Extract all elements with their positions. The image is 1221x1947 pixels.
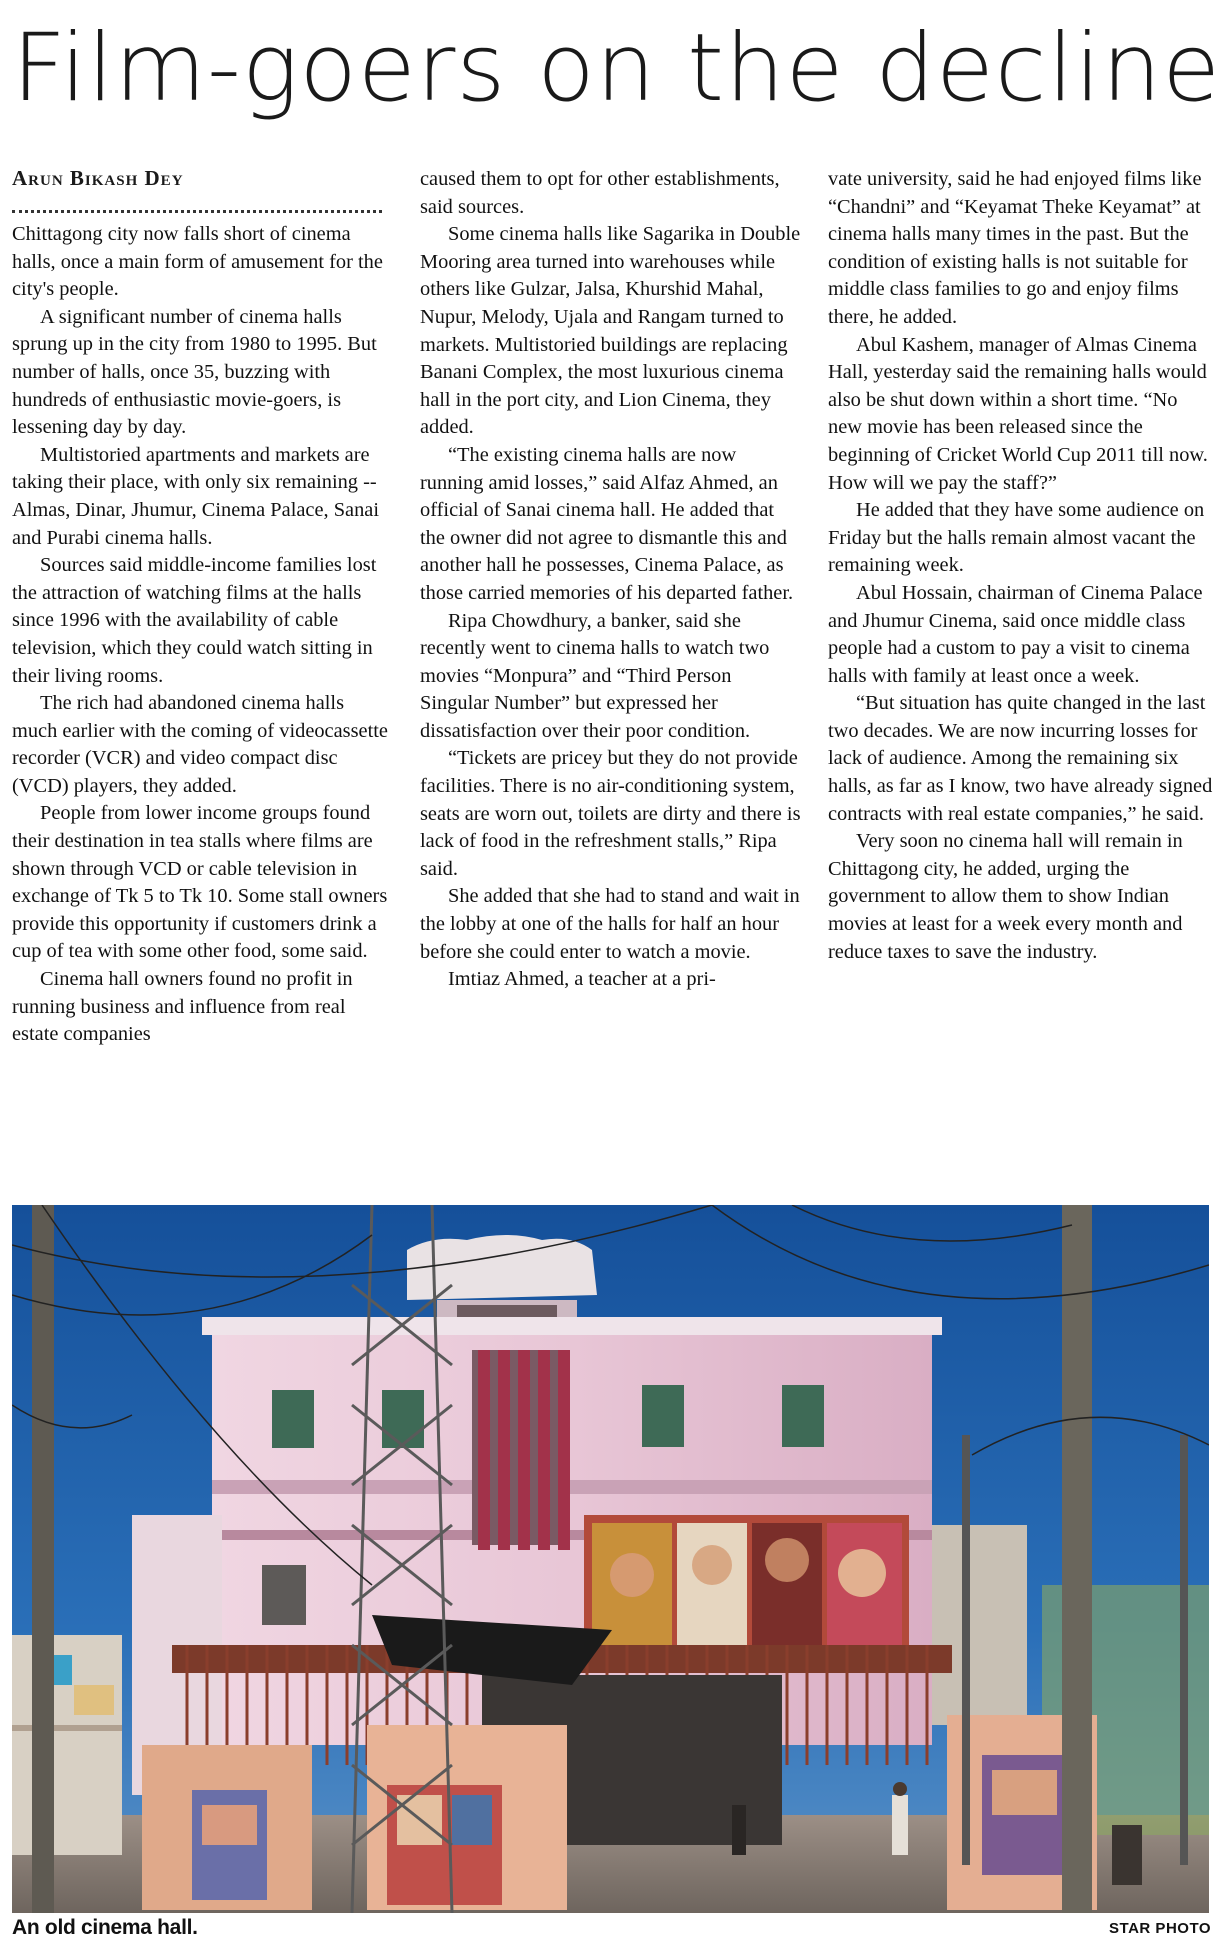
- paragraph: “Tickets are pricey but they do not provide facilities. There is no air-conditioning system, seats are worn out, toilets are dirty and there is lack of food in the refreshment stalls,” Ripa said.: [420, 747, 801, 880]
- article-column-1: [12, 221, 394, 1049]
- paragraph: A significant number of cinema halls sprung up in the city from 1980 to 1995. But number of halls, once 35, buzzing with hundreds of enthusiastic movie-goers, is lessening day by day.: [12, 305, 377, 439]
- paragraph: Sources said middle-income families lost the attraction of watching films at the halls since 1996 with the availability of cable television, which they could watch sitting in their living rooms.: [12, 554, 377, 687]
- paragraph: “The existing cinema halls are now running amid losses,” said Alfaz Ahmed, an official of Sanai cinema hall. He added that the owner did not agree to dismantle this and another hall he possesses, Cinema Palace, as those carried memories of his departed father.: [420, 443, 794, 604]
- paragraph: Very soon no cinema hall will remain in Chittagong city, he added, urging the government to allow them to show Indian movies at least for a week every month and reduce taxes to save the industry.: [828, 830, 1183, 963]
- paragraph: The rich had abandoned cinema halls much earlier with the coming of videocassette recorder (VCR) and video compact disc (VCD) players, they added.: [12, 692, 388, 797]
- byline: Arun Bikash Dey: [12, 166, 184, 190]
- cinema-hall-photo: [12, 1205, 1209, 1913]
- paragraph: Some cinema halls like Sagarika in Double Mooring area turned into warehouses while others like Gulzar, Jalsa, Khurshid Mahal, Nupur, Melody, Ujala and Rangam turned to markets. Multistoried buildings are replacing Banani Complex, the most luxurious cinema hall in the port city, and Lion Cinema, they added.: [420, 223, 801, 439]
- byline-divider: [12, 210, 382, 213]
- paragraph: He added that they have some audience on Friday but the halls remain almost vacant the remaining week.: [828, 499, 1205, 577]
- paragraph: Chittagong city now falls short of cinema halls, once a main form of amusement for the city's people.: [12, 223, 383, 301]
- paragraph: Cinema hall owners found no profit in running business and influence from real estate companies: [12, 968, 353, 1046]
- paragraph: Imtiaz Ahmed, a teacher at a pri-: [448, 968, 716, 991]
- article-column-2: [420, 166, 802, 994]
- paragraph: Ripa Chowdhury, a banker, said she recently went to cinema halls to watch two movies “Monpura” and “Third Person Singular Number” but expressed her dissatisfaction over their poor condition.: [420, 609, 770, 742]
- paragraph: vate university, said he had enjoyed films like “Chandni” and “Keyamat Theke Keyamat” at cinema halls many times in the past. But the condition of existing halls is not suitable for middle class families to go and enjoy films there, he added.: [828, 168, 1202, 328]
- paragraph: People from lower income groups found their destination in tea stalls where films are shown through VCD or cable television in exchange of Tk 5 to Tk 10. Some stall owners provide this opportunity if customers drink a cup of tea with some other food, some said.: [12, 802, 388, 963]
- photo-credit: STAR PHOTO: [1109, 1920, 1211, 1937]
- article-column-3: [828, 166, 1213, 966]
- photo-caption: An old cinema hall.: [12, 1916, 198, 1939]
- paragraph: “But situation has quite changed in the last two decades. We are now incurring losses for lack of audience. Among the remaining six halls, as far as I know, two have already signed contracts with real estate companies,” he said.: [828, 692, 1213, 825]
- headline: Film-goers on the decline: [12, 14, 1221, 123]
- paragraph: She added that she had to stand and wait in the lobby at one of the halls for half an hour before she could enter to watch a movie.: [420, 885, 800, 963]
- paragraph: Multistoried apartments and markets are taking their place, with only six remaining -- Almas, Dinar, Jhumur, Cinema Palace, Sanai and Purabi cinema halls.: [12, 443, 380, 549]
- paragraph: Abul Kashem, manager of Almas Cinema Hall, yesterday said the remaining halls would also be shut down within a short time. “No new movie has been released since the beginning of Cricket World Cup 2011 till now. How will we pay the staff?”: [828, 333, 1208, 494]
- paragraph: caused them to opt for other establishments, said sources.: [420, 168, 780, 218]
- paragraph: Abul Hossain, chairman of Cinema Palace and Jhumur Cinema, said once middle class people had a custom to pay a visit to cinema halls with family at least once a week.: [828, 581, 1203, 687]
